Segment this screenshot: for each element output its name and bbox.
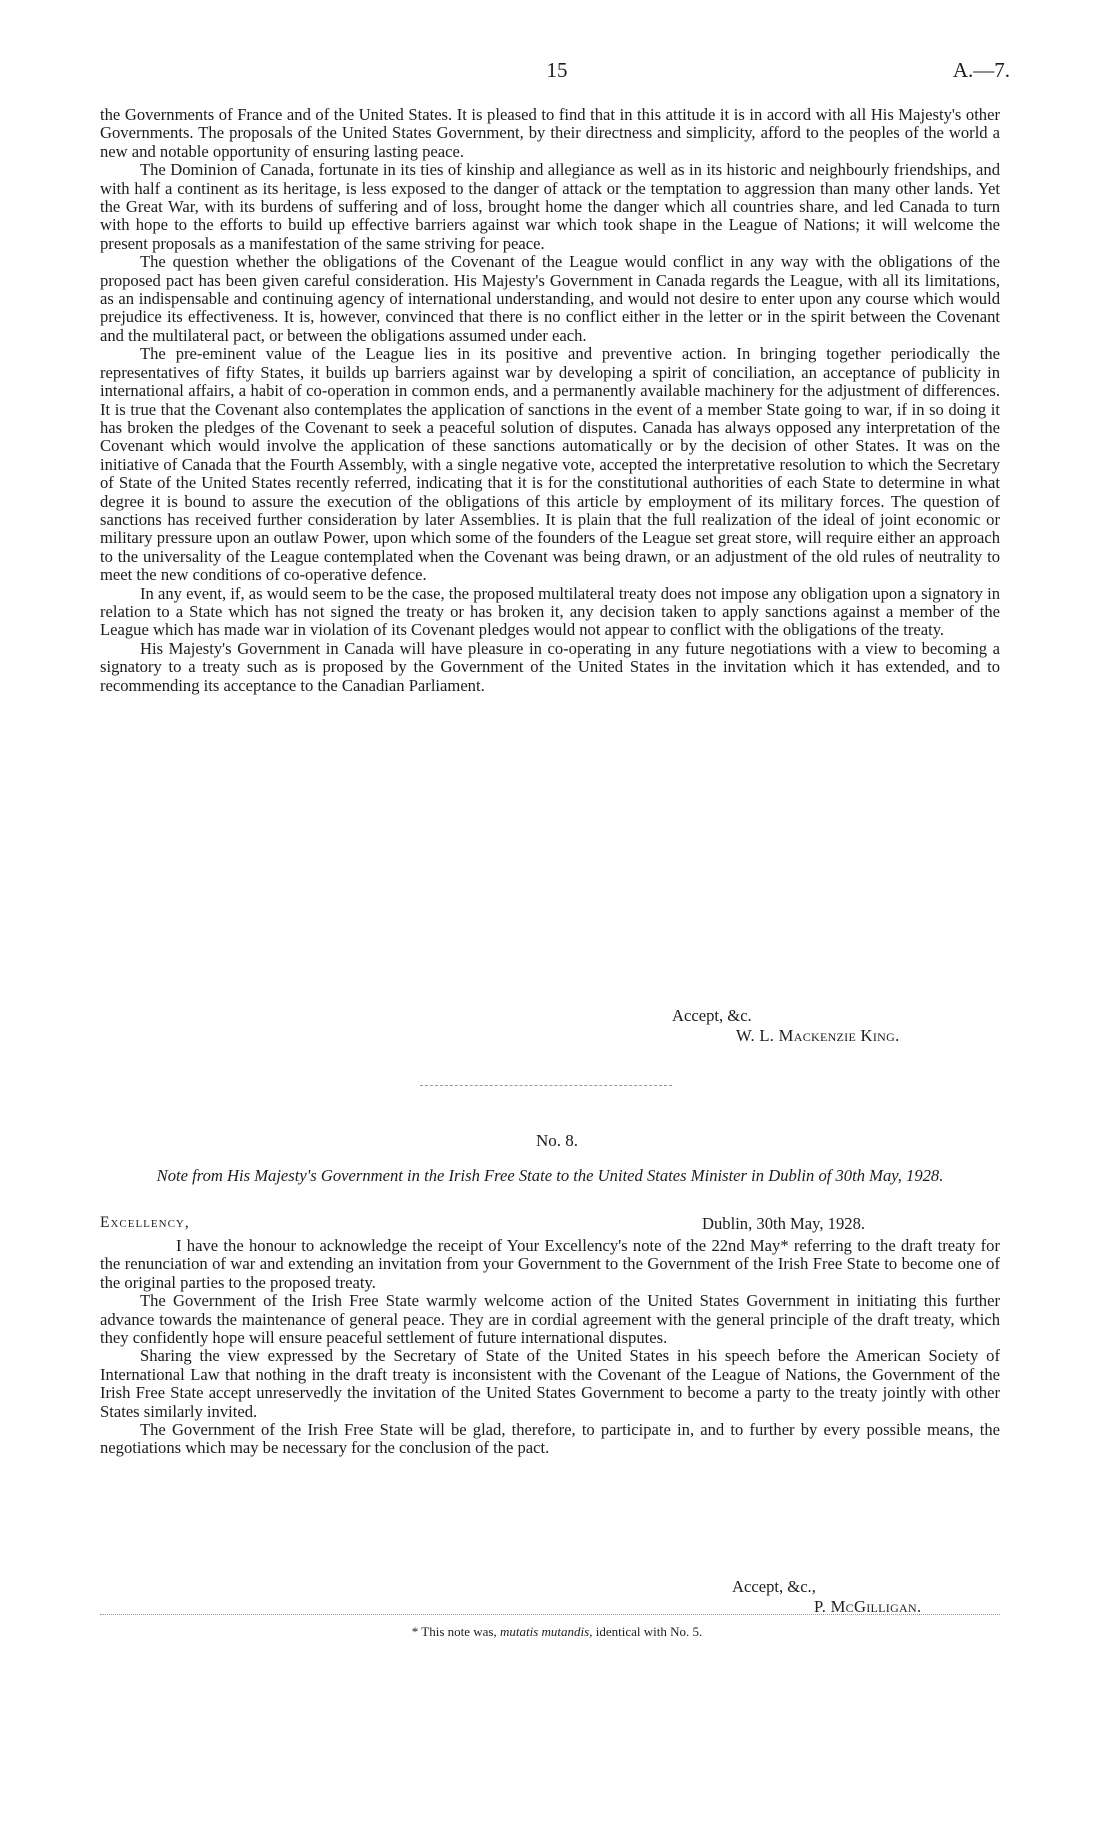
- signature: W. L. Mackenzie King.: [736, 1026, 900, 1045]
- paragraph: His Majesty's Government in Canada will have pleasure in co-operating in any future negotiations with a view to becoming a signatory to a treaty such as is proposed by the Government of the United States in the invitation which it has extended, and to recommending its acceptance to the Canadian Parliament.: [100, 638, 1000, 695]
- paragraph: In any event, if, as would seem to be the case, the proposed multilateral treaty does not impose any obligation upon a signatory in relation to a State which has not signed the treaty or has broken it, any decision taken to apply sanctions against a member of the League which has made war in violation of its Covenant pledges would not appear to conflict with the obligations of the treaty.: [100, 583, 1000, 640]
- document-reference: A.—7.: [952, 58, 1010, 82]
- note-title: Note from His Majesty's Government in the Irish Free State to the United States Minister in Dublin of 30th May, 1928.: [156, 1166, 944, 1185]
- dateline: Dublin, 30th May, 1928.: [702, 1214, 866, 1233]
- paragraph: The question whether the obligations of the Covenant of the League would conflict in any way with the obligations of the proposed pact has been given careful consideration. His Majesty's Government in Canada regards the League, with all its limitations, as an indispensable and continuing agency of international understanding, and would not desire to enter upon any course which would prejudice its effectiveness. It is, however, convinced that there is no conflict either in the letter or in the spirit between the Covenant and the multilateral pact, or between the obligations assumed under each.: [100, 252, 1000, 345]
- signature: P. McGilligan.: [814, 1597, 922, 1616]
- page-number: 15: [546, 58, 568, 82]
- paragraph: I have the honour to acknowledge the receipt of Your Excellency's note of the 22nd May* referring to the draft treaty for the renunciation of war and extending an invitation from your Government to the Government of the Irish Free State to become one of the original parties to the proposed treaty.: [100, 1236, 1000, 1292]
- page-header: [0, 58, 1114, 86]
- closing-block: [672, 1006, 900, 1046]
- footnote-suffix: identical with No. 5.: [595, 1624, 703, 1639]
- footnote-rule: [100, 1614, 1000, 1615]
- section-divider: [420, 1085, 672, 1086]
- closing-phrase: Accept, &c.: [672, 1006, 752, 1025]
- paragraph: The Government of the Irish Free State will be glad, therefore, to participate in, and to further by every possible means, the negotiations which may be necessary for the conclusion of the pact.: [100, 1420, 1000, 1458]
- paragraph: The Government of the Irish Free State warmly welcome action of the United States Government in initiating this further advance towards the maintenance of general peace. They are in cordial agreement with the general principle of the draft treaty, which they confidently hope will ensure peaceful settlement of future international disputes.: [100, 1291, 1000, 1348]
- footnote-italic: mutatis mutandis,: [500, 1624, 593, 1639]
- paragraph: The pre-eminent value of the League lies in its positive and preventive action. In bringing together periodically the representatives of fifty States, it builds up barriers against war by developing a spirit of conciliation, an acceptance of publicity in international affairs, a habit of co-operation in common ends, and a permanently available machinery for the adjustment of differences. It is true that the Covenant also contemplates the application of sanctions in the event of a member State going to war, if in so doing it has broken the pledges of the Covenant to seek a peaceful solution of disputes. Canada has always opposed any interpretation of the Covenant which would involve the application of these sanctions automatically or by the decision of other States. It was on the initiative of Canada that the Fourth Assembly, with a single negative vote, accepted the interpretative resolution to which the Secretary of State of the United States recently referred, indicating that it is for the constitutional authorities of each State to determine in what degree it is bound to assure the execution of the obligations of this article by employment of its military forces. The question of sanctions has received further consideration by later Assemblies. It is plain that the full realization of the ideal of joint economic or military pressure upon an outlaw Power, upon which some of the founders of the League set great store, will require either an approach to the universality of the League contemplated when the Covenant was being drawn, or an adjustment of the old rules of neutrality to meet the new conditions of co-operative defence.: [100, 344, 1000, 585]
- paragraph: the Governments of France and of the United States. It is pleased to find that in this attitude it is in accord with all His Majesty's other Governments. The proposals of the United States Government, by their directness and simplicity, afford to the peoples of the world a new and notable opportunity of ensuring lasting peace.: [100, 105, 1000, 161]
- footnote: [0, 1624, 1114, 1640]
- note-number: No. 8.: [535, 1131, 579, 1150]
- closing-phrase: Accept, &c.,: [732, 1577, 816, 1596]
- closing-block: [732, 1577, 921, 1617]
- paragraph: The Dominion of Canada, fortunate in its ties of kinship and allegiance as well as in its historic and neighbourly friendships, and with half a continent as its heritage, is less exposed to the danger of attack or the temptation to aggression than many other lands. Yet the Great War, with its burdens of suffering and of loss, brought home the danger which all countries share, and led Canada to turn with hope to the efforts to build up effective barriers against war which took shape in the League of Nations; it will welcome the present proposals as a manifestation of the same striving for peace.: [100, 160, 1000, 253]
- salutation: Excellency,: [100, 1214, 190, 1231]
- paragraph: Sharing the view expressed by the Secretary of State of the United States in his speech before the American Society of International Law that nothing in the draft treaty is inconsistent with the Covenant of the League of Nations, the Government of the Irish Free State accept unreservedly the invitation of the United States Government to become a party to the treaty jointly with other States similarly invited.: [100, 1346, 1000, 1421]
- footnote-prefix: * This note was,: [411, 1624, 497, 1639]
- irish-note-body: [100, 1237, 1000, 1458]
- canadian-note-body: [100, 106, 1000, 695]
